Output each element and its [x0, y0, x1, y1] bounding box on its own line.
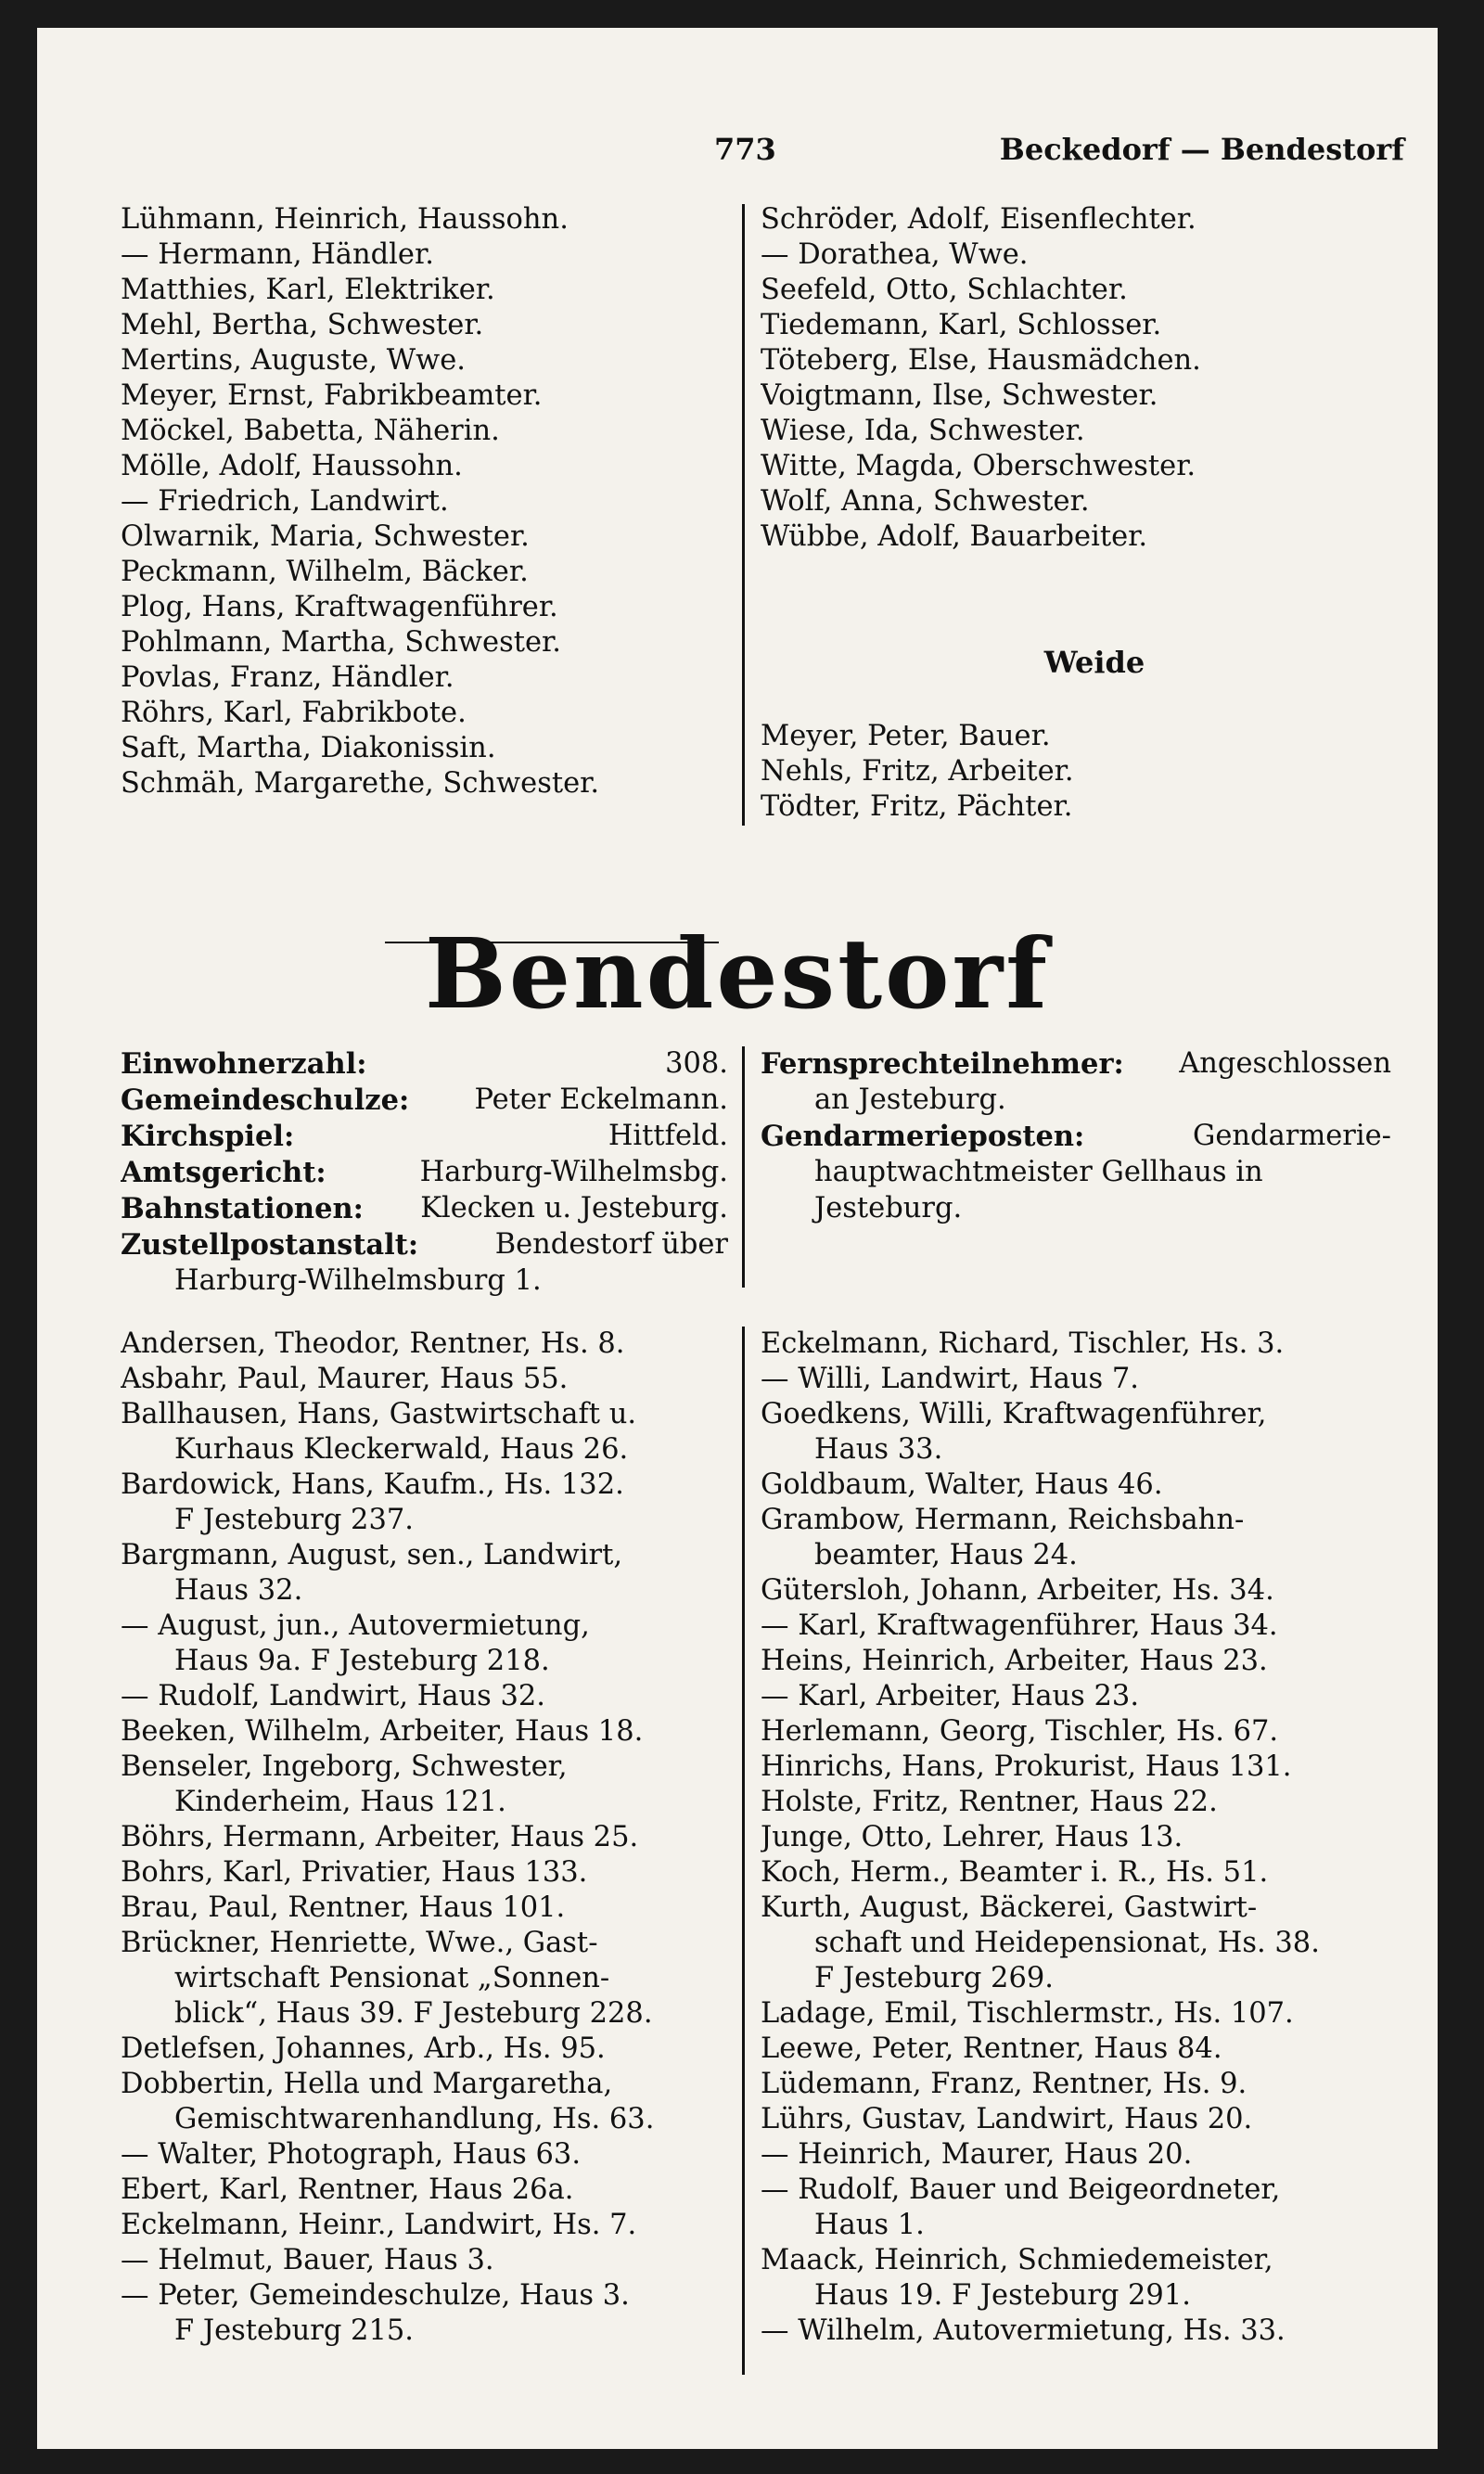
list-item-continuation: Haus 32. [174, 1574, 303, 1607]
list-item-continuation: Haus 1. [814, 2209, 925, 2241]
list-item: Mehl, Bertha, Schwester. [121, 309, 484, 341]
list-item: Wübbe, Adolf, Bauarbeiter. [761, 520, 1148, 553]
list-item-continuation: Haus 33. [814, 1433, 943, 1466]
list-item: Pohlmann, Martha, Schwester. [121, 626, 561, 659]
info-label: Kirchspiel: [121, 1120, 295, 1153]
list-item: Bargmann, August, sen., Landwirt, [121, 1539, 623, 1571]
list-item: Wolf, Anna, Schwester. [761, 485, 1090, 518]
list-item: Tödter, Fritz, Pächter. [761, 790, 1073, 823]
list-item: Goldbaum, Walter, Haus 46. [761, 1468, 1163, 1501]
list-item: Beeken, Wilhelm, Arbeiter, Haus 18. [121, 1715, 644, 1748]
list-item: Lühmann, Heinrich, Haussohn. [121, 203, 569, 236]
top-right-column [761, 202, 1201, 555]
list-item: Detlefsen, Johannes, Arb., Hs. 95. [121, 2032, 606, 2065]
list-item-continuation: Haus 19. F Jesteburg 291. [814, 2279, 1191, 2312]
weide-heading: Weide [1043, 645, 1145, 680]
list-item: Tiedemann, Karl, Schlosser. [761, 309, 1162, 341]
list-item: Bohrs, Karl, Privatier, Haus 133. [121, 1856, 588, 1889]
list-item-continuation: schaft und Heidepensionat, Hs. 38. [814, 1927, 1320, 1959]
list-item: Möckel, Babetta, Näherin. [121, 415, 500, 447]
list-item: — Karl, Arbeiter, Haus 23. [761, 1680, 1140, 1712]
list-item-continuation: F Jesteburg 269. [814, 1962, 1054, 1994]
list-item: Andersen, Theodor, Rentner, Hs. 8. [121, 1327, 625, 1360]
info-label: Bahnstationen: [121, 1192, 364, 1225]
info-value: Gendarmerie- [1192, 1120, 1391, 1152]
list-item: — Rudolf, Landwirt, Haus 32. [121, 1680, 546, 1712]
list-item: Meyer, Ernst, Fabrikbeamter. [121, 379, 543, 412]
list-item-continuation: Gemischtwarenhandlung, Hs. 63. [174, 2103, 655, 2135]
list-item: Holste, Fritz, Rentner, Haus 22. [761, 1786, 1218, 1818]
list-item: Voigtmann, Ilse, Schwester. [761, 379, 1158, 412]
info-row [761, 1155, 1391, 1191]
info-row [121, 1046, 728, 1083]
info-row [121, 1083, 728, 1119]
list-item: — Rudolf, Bauer und Beigeordneter, [761, 2173, 1281, 2206]
list-item-continuation: blick“, Haus 39. F Jesteburg 228. [174, 1997, 653, 2030]
list-item: Asbahr, Paul, Maurer, Haus 55. [121, 1363, 569, 1395]
list-item: — Helmut, Bauer, Haus 3. [121, 2244, 494, 2276]
town-info-right [761, 1046, 1391, 1227]
info-row [761, 1083, 1391, 1119]
info-value: Hittfeld. [608, 1120, 728, 1152]
town-title: Bendestorf [424, 917, 1051, 1031]
list-item: Junge, Otto, Lehrer, Haus 13. [761, 1821, 1183, 1853]
list-item: Eckelmann, Richard, Tischler, Hs. 3. [761, 1327, 1285, 1360]
list-item: Goedkens, Willi, Kraftwagenführer, [761, 1398, 1267, 1430]
running-title: Beckedorf — Bendestorf [999, 132, 1404, 167]
info-value: Bendestorf über [494, 1228, 728, 1261]
list-item: Mölle, Adolf, Haussohn. [121, 450, 463, 482]
list-item-continuation: Haus 9a. F Jesteburg 218. [174, 1645, 550, 1677]
info-value: 308. [665, 1047, 728, 1080]
list-item: — Friedrich, Landwirt. [121, 485, 449, 518]
list-item: — Heinrich, Maurer, Haus 20. [761, 2138, 1193, 2171]
list-item: Wiese, Ida, Schwester. [761, 415, 1085, 447]
info-label: Zustellpostanstalt: [121, 1228, 419, 1262]
list-item-continuation: F Jesteburg 237. [174, 1504, 414, 1536]
list-item: Povlas, Franz, Händler. [121, 661, 454, 694]
list-item: — Karl, Kraftwagenführer, Haus 34. [761, 1609, 1278, 1642]
list-item: Eckelmann, Heinr., Landwirt, Hs. 7. [121, 2209, 637, 2241]
list-item: Koch, Herm., Beamter i. R., Hs. 51. [761, 1856, 1269, 1889]
info-row [121, 1119, 728, 1155]
list-item: Schröder, Adolf, Eisenflechter. [761, 203, 1196, 236]
top-left-column [121, 202, 599, 801]
weide-list [761, 719, 1074, 825]
list-item: Plog, Hans, Kraftwagenführer. [121, 591, 558, 623]
list-item: Lüdemann, Franz, Rentner, Hs. 9. [761, 2068, 1247, 2100]
info-label: Gemeindeschulze: [121, 1083, 410, 1117]
list-item: Ebert, Karl, Rentner, Haus 26a. [121, 2173, 574, 2206]
list-item: Maack, Heinrich, Schmiedemeister, [761, 2244, 1273, 2276]
info-continuation: Harburg-Wilhelmsburg 1. [174, 1264, 542, 1297]
info-label: Gendarmerieposten: [761, 1120, 1085, 1153]
list-item: Ballhausen, Hans, Gastwirtschaft u. [121, 1398, 637, 1430]
list-item: — Dorathea, Wwe. [761, 238, 1029, 271]
list-item: — Wilhelm, Autovermietung, Hs. 33. [761, 2314, 1286, 2347]
info-row [761, 1191, 1391, 1227]
list-item: Leewe, Peter, Rentner, Haus 84. [761, 2032, 1222, 2065]
list-item: Witte, Magda, Oberschwester. [761, 450, 1196, 482]
list-item: Mertins, Auguste, Wwe. [121, 344, 466, 377]
info-row [761, 1046, 1391, 1083]
list-item: Matthies, Karl, Elektriker. [121, 274, 495, 306]
list-item-continuation: Kinderheim, Haus 121. [174, 1786, 506, 1818]
list-item: — Hermann, Händler. [121, 238, 434, 271]
list-item: Hinrichs, Hans, Prokurist, Haus 131. [761, 1750, 1292, 1783]
info-label: Amtsgericht: [121, 1156, 326, 1189]
list-item: Heins, Heinrich, Arbeiter, Haus 23. [761, 1645, 1268, 1677]
info-value: Klecken u. Jesteburg. [420, 1192, 728, 1224]
top-column-divider [742, 204, 745, 826]
list-item: Töteberg, Else, Hausmädchen. [761, 344, 1201, 377]
list-item: Seefeld, Otto, Schlachter. [761, 274, 1128, 306]
list-item: Saft, Martha, Diakonissin. [121, 732, 496, 764]
info-row [121, 1155, 728, 1191]
list-item: — Walter, Photograph, Haus 63. [121, 2138, 582, 2171]
info-value: Harburg-Wilhelmsbg. [419, 1156, 728, 1188]
info-label: Fernsprechteilnehmer: [761, 1047, 1124, 1081]
list-item: Brau, Paul, Rentner, Haus 101. [121, 1891, 566, 1924]
list-item: Meyer, Peter, Bauer. [761, 720, 1051, 752]
list-item: Nehls, Fritz, Arbeiter. [761, 755, 1074, 788]
list-item-continuation: Kurhaus Kleckerwald, Haus 26. [174, 1433, 629, 1466]
town-info-left [121, 1046, 728, 1300]
list-item: Olwarnik, Maria, Schwester. [121, 520, 530, 553]
list-item: Brückner, Henriette, Wwe., Gast- [121, 1927, 598, 1959]
info-value: hauptwachtmeister Gellhaus in [814, 1156, 1263, 1188]
list-item-continuation: beamter, Haus 24. [814, 1539, 1078, 1571]
list-item: Peckmann, Wilhelm, Bäcker. [121, 556, 529, 588]
info-value: an Jesteburg. [814, 1083, 1006, 1116]
info-value: Peter Eckelmann. [474, 1083, 728, 1116]
list-item: Grambow, Hermann, Reichsbahn- [761, 1504, 1245, 1536]
list-item: Röhrs, Karl, Fabrikbote. [121, 697, 467, 729]
info-label: Einwohnerzahl: [121, 1047, 367, 1081]
list-item: Herlemann, Georg, Tischler, Hs. 67. [761, 1715, 1279, 1748]
list-item: — August, jun., Autovermietung, [121, 1609, 590, 1642]
info-value: Angeschlossen [1179, 1047, 1391, 1080]
directory-page [37, 28, 1438, 2449]
list-item: — Peter, Gemeindeschulze, Haus 3. [121, 2279, 630, 2312]
list-item: Bardowick, Hans, Kaufm., Hs. 132. [121, 1468, 624, 1501]
list-item: Lührs, Gustav, Landwirt, Haus 20. [761, 2103, 1253, 2135]
list-item: Schmäh, Margarethe, Schwester. [121, 767, 600, 800]
bottom-right-column [761, 1327, 1320, 2349]
list-item-continuation: F Jesteburg 215. [174, 2314, 414, 2347]
list-item: Gütersloh, Johann, Arbeiter, Hs. 34. [761, 1574, 1274, 1607]
list-item: Dobbertin, Hella und Margaretha, [121, 2068, 613, 2100]
list-item: Benseler, Ingeborg, Schwester, [121, 1750, 568, 1783]
info-value: Jesteburg. [814, 1192, 963, 1224]
list-item-continuation: wirtschaft Pensionat „Sonnen- [174, 1962, 610, 1994]
list-item: Böhrs, Hermann, Arbeiter, Haus 25. [121, 1821, 639, 1853]
page-number: 773 [714, 132, 776, 167]
info-row [121, 1227, 728, 1263]
bottom-left-column [121, 1327, 654, 2349]
info-column-divider [742, 1046, 745, 1288]
list-item: Kurth, August, Bäckerei, Gastwirt- [761, 1891, 1258, 1924]
list-item: — Willi, Landwirt, Haus 7. [761, 1363, 1139, 1395]
info-row [121, 1191, 728, 1227]
bottom-column-divider [742, 1327, 745, 2375]
list-item: Ladage, Emil, Tischlermstr., Hs. 107. [761, 1997, 1294, 2030]
info-row [761, 1119, 1391, 1155]
